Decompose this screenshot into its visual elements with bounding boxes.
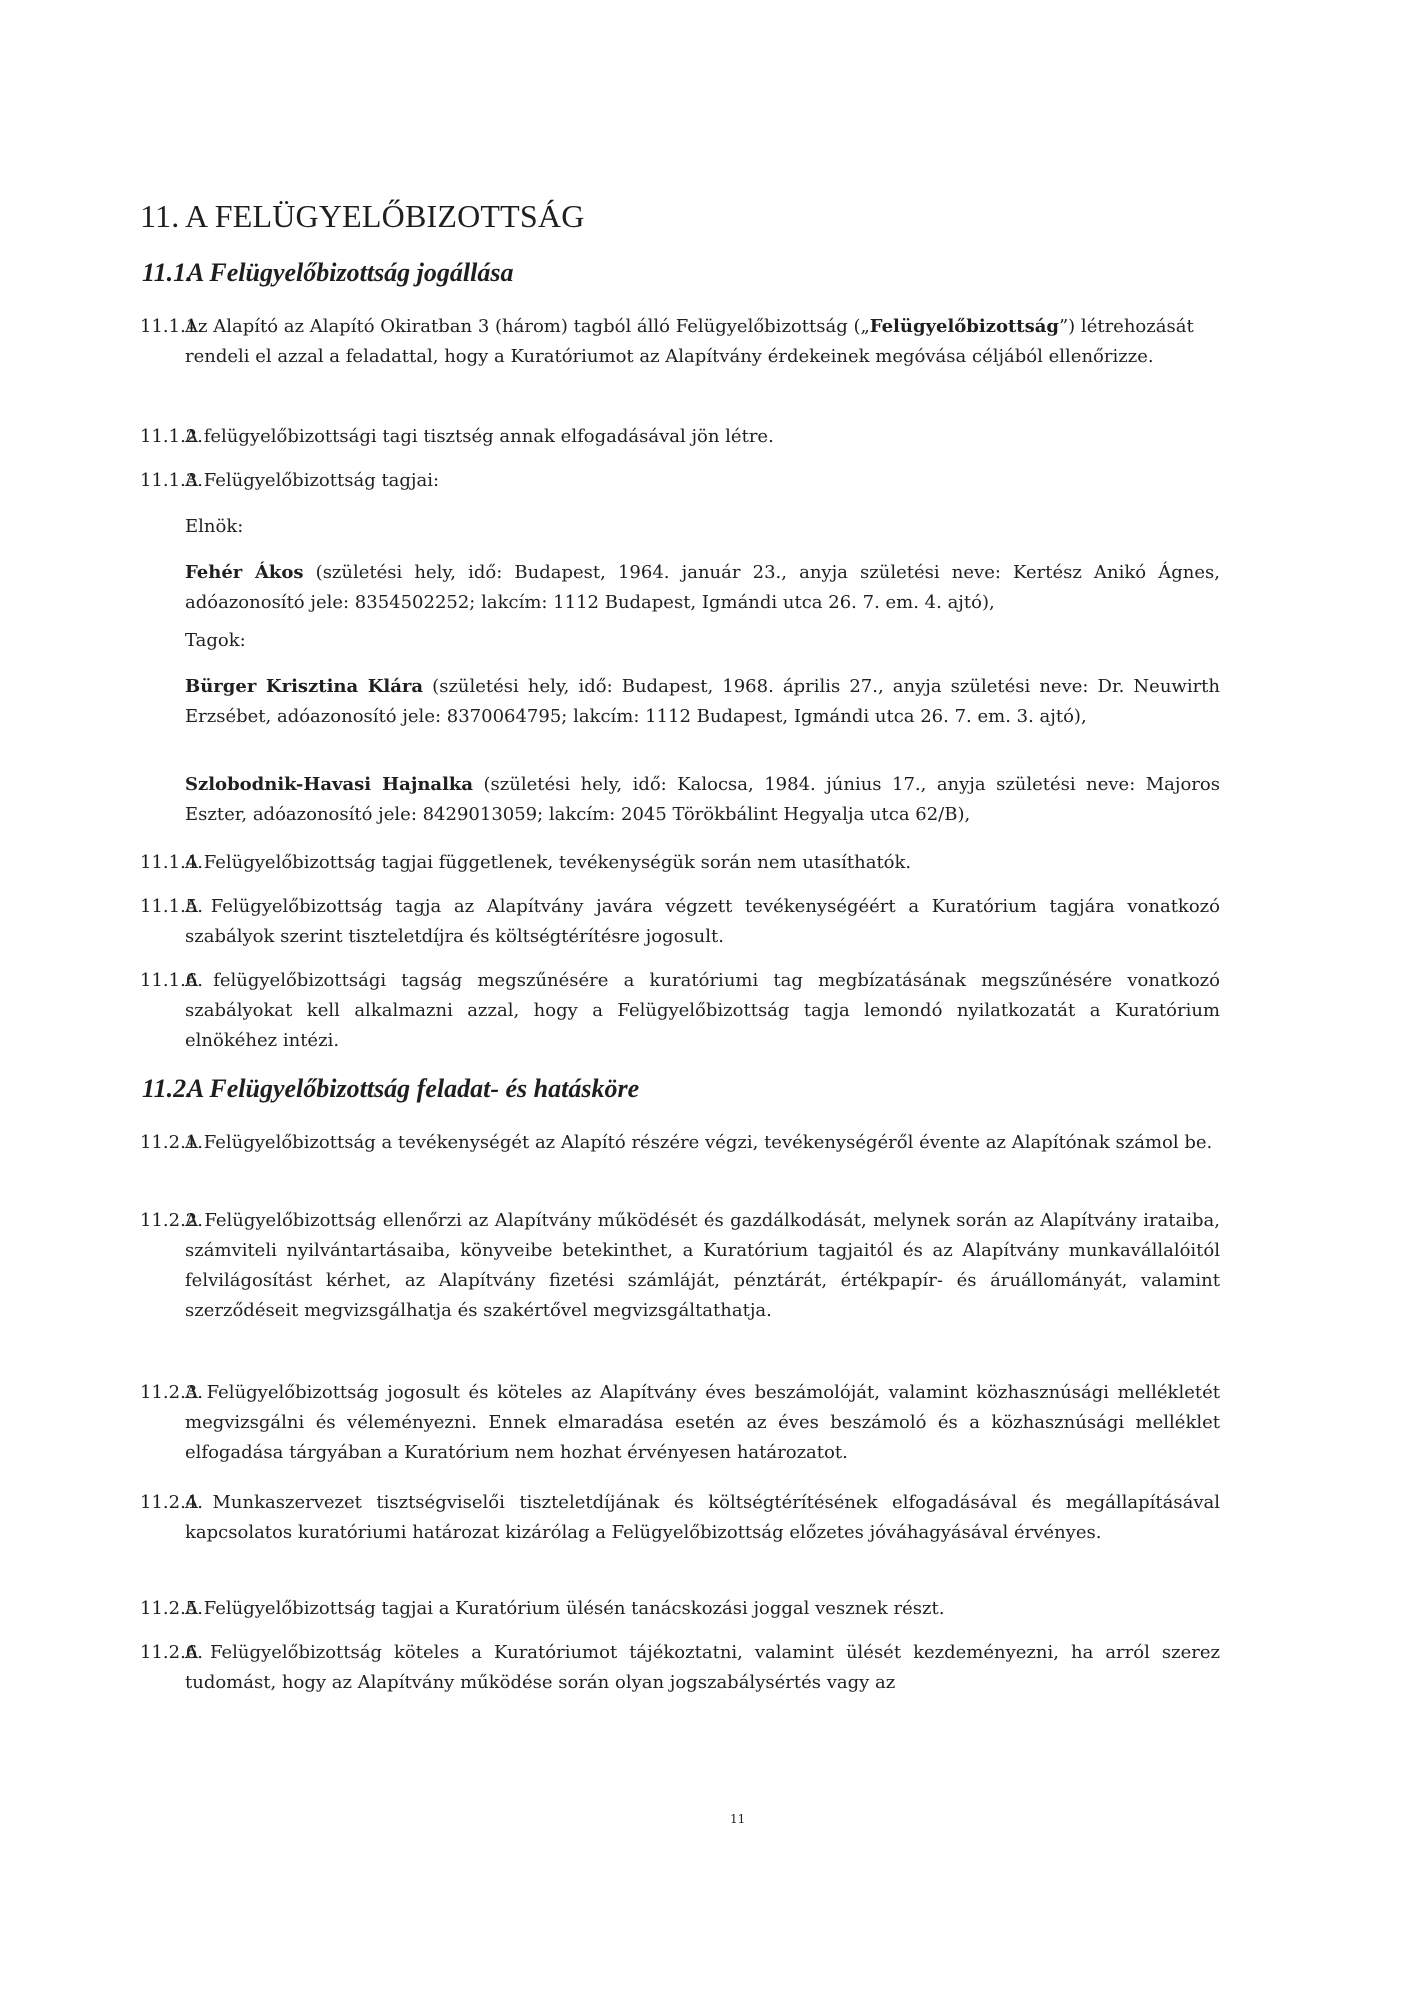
clause-text: [185, 312, 1220, 372]
section-title: A Felügyelőbizottság jogállása: [187, 258, 514, 287]
clause-number: 11.1.6.: [140, 970, 203, 991]
clause-number: 11.2.4.: [140, 1492, 203, 1513]
clause-11-2-5: [140, 1594, 1220, 1624]
chair-label: Elnök:: [185, 516, 244, 537]
section-number: 11.2.: [142, 1074, 193, 1103]
clause-text: A Felügyelőbizottság tagjai:: [185, 470, 440, 491]
clause-number: 11.1.2.: [140, 426, 203, 447]
clause-number: 11.2.1.: [140, 1132, 203, 1153]
clause-11-1-1: [140, 312, 1220, 372]
chapter-title: A FELÜGYELŐBIZOTTSÁG: [185, 198, 585, 234]
clause-text: A Felügyelőbizottság tagja az Alapítvány javára végzett tevékenységéért a Kuratórium tagjára vonatkozó szabályok szerint tiszteletdíjra és költségtérítésre jogosult.: [185, 896, 1220, 947]
section-heading-11-2: [142, 1074, 639, 1104]
clause-number: 11.2.3.: [140, 1382, 203, 1403]
clause-text: A Felügyelőbizottság köteles a Kuratóriumot tájékoztatni, valamint ülését kezdeményezni, ha arról szerez tudomást, hogy az Alapítvány működése során olyan jogszabálysértés vagy az: [185, 1642, 1220, 1693]
member-name: Szlobodnik-Havasi Hajnalka: [185, 774, 474, 795]
chair-entry: [185, 558, 1220, 618]
clause-text: A Felügyelőbizottság tagjai függetlenek, tevékenységük során nem utasíthatók.: [185, 852, 912, 873]
member-entry-1: [185, 672, 1220, 732]
clause-text: A felügyelőbizottsági tagi tisztség annak elfogadásával jön létre.: [185, 426, 774, 447]
member-details: (születési hely, idő: Budapest, 1968. április 27., anyja születési neve: Dr. Neuwirth Erzsébet, adóazonosító jele: 8370064795; lakcím: 1112 Budapest, Igmándi utca 26. 7. em. 3. ajtó),: [185, 676, 1221, 727]
clause-text: A Felügyelőbizottság jogosult és köteles az Alapítvány éves beszámolóját, valamint közhasznúsági mellékletét megvizsgálni és véleményezni. Ennek elmaradása esetén az éves beszámoló és a közhasznúsági melléklet elfogadása tárgyában a Kuratórium nem hozhat érvényesen határozatot.: [185, 1382, 1220, 1463]
clause-11-1-2: [140, 422, 1220, 452]
clause-11-1-3: [140, 466, 1220, 496]
clause-text: A felügyelőbizottsági tagság megszűnésére a kuratóriumi tag megbízatásának megszűnésére vonatkozó szabályokat kell alkalmazni azzal, hogy a Felügyelőbizottság tagja lemondó nyilatkozatát a Kuratórium elnökéhez intézi.: [185, 970, 1220, 1051]
clause-11-1-4: [140, 848, 1220, 878]
section-number: 11.1.: [142, 258, 193, 287]
section-title: A Felügyelőbizottság feladat- és hatásköre: [187, 1074, 640, 1103]
chapter-number: 11.: [140, 198, 180, 234]
clause-text: A Felügyelőbizottság a tevékenységét az Alapító részére végzi, tevékenységéről évente az Alapítónak számol be.: [185, 1132, 1213, 1153]
page-number: 11: [730, 1812, 746, 1826]
chair-details: (születési hely, idő: Budapest, 1964. január 23., anyja születési neve: Kertész Anikó Ágnes, adóazonosító jele: 8354502252; lakcím: 1112 Budapest, Igmándi utca 26. 7. em. 4. ajtó),: [185, 562, 1220, 613]
clause-11-1-5: [140, 892, 1220, 952]
clause-number: 11.1.1.: [140, 316, 203, 337]
chair-name: Fehér Ákos: [185, 562, 304, 583]
clause-11-2-3: [140, 1378, 1220, 1468]
clause-number: 11.1.5.: [140, 896, 203, 917]
member-name: Bürger Krisztina Klára: [185, 676, 424, 697]
clause-11-2-1: [140, 1128, 1220, 1158]
clause-text-part: ”) létrehozását rendeli el azzal a feladattal, hogy a Kuratóriumot az Alapítvány érdekeinek megóvása céljából ellenőrizze.: [185, 316, 1194, 367]
clause-text: A Felügyelőbizottság ellenőrzi az Alapítvány működését és gazdálkodását, melynek során az Alapítvány irataiba, számviteli nyilvántartásaiba, könyveibe betekinthet, a Kuratórium tagjaitól és az Alapítvány munkavállalóitól felvilágosítást kérhet, az Alapítvány fizetési számláját, pénztárát, értékpapír- és áruállományát, valamint szerződéseit megvizsgálhatja és szakértővel megvizsgáltathatja.: [185, 1210, 1220, 1321]
clause-text: A Munkaszervezet tisztségviselői tiszteletdíjának és költségtérítésének elfogadásával és megállapításával kapcsolatos kuratóriumi határozat kizárólag a Felügyelőbizottság előzetes jóváhagyásával érvényes.: [185, 1492, 1220, 1543]
clause-number: 11.2.2.: [140, 1210, 203, 1231]
clause-number: 11.2.5.: [140, 1598, 203, 1619]
defined-term: Felügyelőbizottság: [869, 316, 1059, 337]
member-details: (születési hely, idő: Kalocsa, 1984. június 17., anyja születési neve: Majoros Eszter, adóazonosító jele: 8429013059; lakcím: 2045 Törökbálint Hegyalja utca 62/B),: [185, 774, 1220, 825]
clause-number: 11.1.4.: [140, 852, 203, 873]
clause-text: A Felügyelőbizottság tagjai a Kuratórium ülésén tanácskozási joggal vesznek részt.: [185, 1598, 945, 1619]
members-label: Tagok:: [185, 630, 246, 651]
clause-number: 11.1.3.: [140, 470, 203, 491]
clause-11-1-6: [140, 966, 1220, 1056]
clause-11-2-4: [140, 1488, 1220, 1548]
clause-text-part: Az Alapító az Alapító Okiratban 3 (három) tagból álló Felügyelőbizottság („: [185, 316, 870, 337]
clause-11-2-2: [140, 1206, 1220, 1326]
clause-number: 11.2.6.: [140, 1642, 203, 1663]
section-heading-11-1: [142, 258, 513, 288]
chapter-heading: [140, 198, 585, 235]
clause-11-2-6: [140, 1638, 1220, 1698]
member-entry-2: [185, 770, 1220, 830]
